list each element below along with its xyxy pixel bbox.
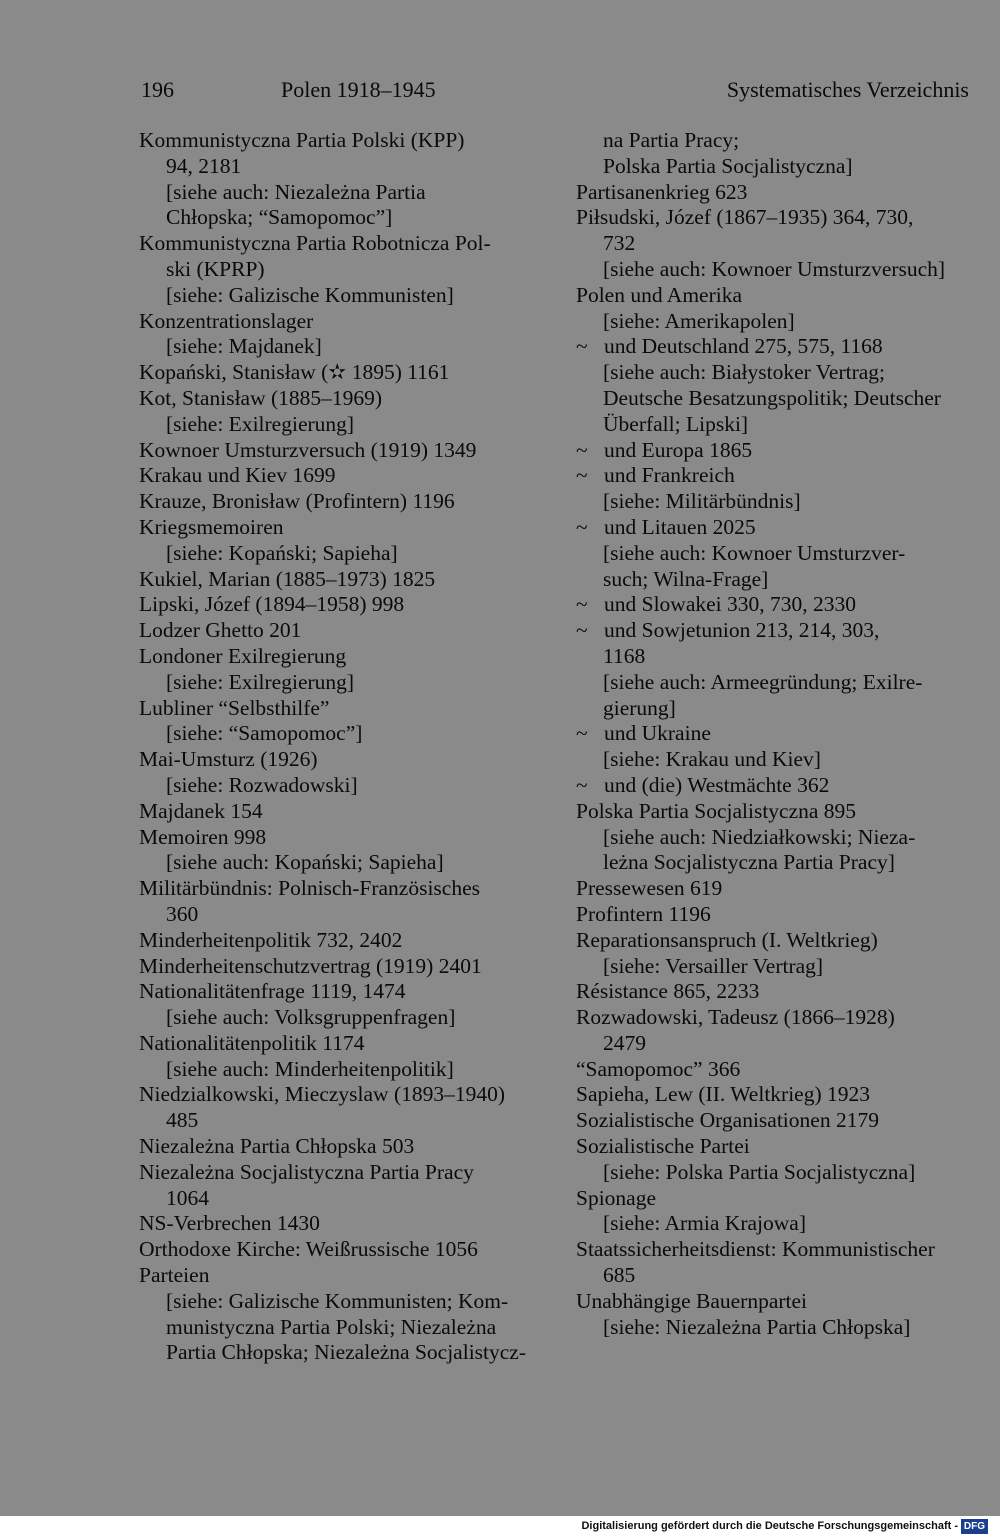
index-subentry <box>139 154 559 180</box>
entry-text: [siehe: Galizische Kommunisten] <box>166 282 454 307</box>
entry-text: [siehe auch: Kownoer Umsturzversuch] <box>603 256 946 281</box>
index-subentry <box>139 1108 559 1134</box>
index-subentry <box>139 1289 559 1315</box>
index-subentry <box>576 954 976 980</box>
entry-text: ski (KPRP) <box>166 256 265 281</box>
entry-text: Sozialistische Partei <box>576 1134 750 1159</box>
entry-text: [siehe: Niezależna Partia Chłopska] <box>603 1314 911 1339</box>
index-entry <box>576 334 976 360</box>
index-entry <box>576 799 976 825</box>
index-entry <box>139 1160 559 1186</box>
entry-text: [siehe: “Samopomoc”] <box>166 721 363 746</box>
entry-text: Sozialistische Organisationen 2179 <box>576 1108 879 1133</box>
index-entry <box>576 1237 976 1263</box>
entry-text: Partisanenkrieg 623 <box>576 179 748 204</box>
index-subentry <box>139 1315 559 1341</box>
index-entry <box>139 1237 559 1263</box>
entry-text: “Samopomoc” 366 <box>576 1056 741 1081</box>
index-entry <box>576 180 976 206</box>
index-subentry <box>139 1340 559 1366</box>
entry-text: 732 <box>603 231 636 256</box>
index-column-left <box>139 128 559 1366</box>
entry-text: und (die) Westmächte 362 <box>604 772 830 797</box>
index-subentry <box>576 850 976 876</box>
entry-text: Nationalitätenfrage 1119, 1474 <box>139 979 406 1004</box>
entry-text: Reparationsanspruch (I. Weltkrieg) <box>576 927 878 952</box>
entry-text: Profintern 1196 <box>576 901 711 926</box>
entry-text: und Ukraine <box>604 721 711 746</box>
index-entry <box>139 825 559 851</box>
entry-text: [siehe auch: Niezależna Partia <box>166 179 426 204</box>
entry-text: [siehe auch: Niedziałkowski; Nieza- <box>603 824 916 849</box>
index-entry <box>576 773 976 799</box>
entry-text: munistyczna Partia Polski; Niezależna <box>166 1314 497 1339</box>
index-entry <box>139 644 559 670</box>
index-entry <box>576 1057 976 1083</box>
index-subentry <box>576 670 976 696</box>
index-entry <box>139 360 559 386</box>
entry-text: [siehe: Militärbündnis] <box>603 489 801 514</box>
index-entry <box>139 1211 559 1237</box>
index-entry <box>139 954 559 980</box>
repeat-tilde: ~ <box>576 592 588 617</box>
entry-text: Kukiel, Marian (1885–1973) 1825 <box>139 566 436 591</box>
entry-text: Lubliner “Selbsthilfe” <box>139 695 330 720</box>
index-entry <box>139 979 559 1005</box>
entry-text: [siehe: Exilregierung] <box>166 411 355 436</box>
index-subentry <box>139 721 559 747</box>
entry-text: [siehe auch: Armeegründung; Exilre- <box>603 669 923 694</box>
index-subentry <box>576 1263 976 1289</box>
footer-bar <box>0 1516 1000 1538</box>
entry-text: Staatssicherheitsdienst: Kommunistischer <box>576 1237 935 1262</box>
index-column-right <box>576 128 976 1340</box>
entry-text: Nationalitätenpolitik 1174 <box>139 1030 365 1055</box>
entry-text: Chłopska; “Samopomoc”] <box>166 205 393 230</box>
repeat-tilde: ~ <box>576 772 588 797</box>
entry-text: Pressewesen 619 <box>576 876 723 901</box>
index-subentry <box>139 257 559 283</box>
index-subentry <box>139 850 559 876</box>
index-entry <box>139 309 559 335</box>
index-subentry <box>139 334 559 360</box>
entry-text: und Europa 1865 <box>604 437 753 462</box>
entry-text: [siehe: Armia Krajowa] <box>603 1211 806 1236</box>
entry-text: und Deutschland 275, 575, 1168 <box>604 334 883 359</box>
index-entry <box>576 928 976 954</box>
entry-text: Lipski, Józef (1894–1958) 998 <box>139 592 405 617</box>
entry-text: Kownoer Umsturzversuch (1919) 1349 <box>139 437 477 462</box>
entry-text: Majdanek 154 <box>139 798 263 823</box>
entry-text: [siehe: Rozwadowski] <box>166 772 358 797</box>
entry-text: [siehe: Kopański; Sapieha] <box>166 540 398 565</box>
section-title: Systematisches Verzeichnis <box>726 77 969 102</box>
index-entry <box>139 876 559 902</box>
index-entry <box>576 515 976 541</box>
index-entry <box>139 928 559 954</box>
index-entry <box>139 696 559 722</box>
index-entry <box>139 438 559 464</box>
entry-text: na Partia Pracy; <box>603 128 740 152</box>
entry-text: such; Wilna-Frage] <box>603 566 769 591</box>
entry-text: [siehe: Galizische Kommunisten; Kom- <box>166 1288 509 1313</box>
index-subentry <box>576 1160 976 1186</box>
entry-text: 485 <box>166 1108 199 1133</box>
entry-text: gierung] <box>603 695 676 720</box>
index-subentry <box>139 205 559 231</box>
entry-text: Rozwadowski, Tadeusz (1866–1928) <box>576 1005 895 1030</box>
entry-text: Deutsche Besatzungspolitik; Deutscher <box>603 385 941 410</box>
entry-text: Mai-Umsturz (1926) <box>139 747 318 772</box>
index-entry <box>576 1186 976 1212</box>
index-entry <box>576 721 976 747</box>
repeat-tilde: ~ <box>576 437 588 462</box>
entry-text: [siehe auch: Volksgruppenfragen] <box>166 1005 456 1030</box>
index-entry <box>139 1263 559 1289</box>
repeat-tilde: ~ <box>576 721 588 746</box>
index-subentry <box>139 670 559 696</box>
index-entry <box>139 799 559 825</box>
index-subentry <box>576 696 976 722</box>
index-subentry <box>576 644 976 670</box>
entry-text: Niezależna Socjalistyczna Partia Pracy <box>139 1159 474 1184</box>
entry-text: und Slowakei 330, 730, 2330 <box>604 592 857 617</box>
index-entry <box>576 1005 976 1031</box>
entry-text: 360 <box>166 901 199 926</box>
entry-text: [siehe auch: Minderheitenpolitik] <box>166 1056 454 1081</box>
index-entry <box>576 1289 976 1315</box>
index-entry <box>576 876 976 902</box>
entry-text: und Sowjetunion 213, 214, 303, <box>604 618 880 643</box>
index-entry <box>139 592 559 618</box>
index-entry <box>139 515 559 541</box>
index-entry <box>576 1134 976 1160</box>
index-subentry <box>576 360 976 386</box>
index-subentry <box>576 489 976 515</box>
index-entry <box>576 618 976 644</box>
index-entry <box>576 902 976 928</box>
index-entry <box>576 1108 976 1134</box>
entry-text: 1168 <box>603 643 646 668</box>
index-subentry <box>576 128 976 154</box>
entry-text: [siehe: Amerikapolen] <box>603 308 795 333</box>
entry-text: 2479 <box>603 1030 646 1055</box>
entry-text: [siehe: Exilregierung] <box>166 669 355 694</box>
entry-text: [siehe: Krakau und Kiev] <box>603 747 821 772</box>
index-subentry <box>576 1031 976 1057</box>
index-subentry <box>576 386 976 412</box>
index-entry <box>139 618 559 644</box>
index-entry <box>576 205 976 231</box>
index-entry <box>576 463 976 489</box>
index-entry <box>576 283 976 309</box>
entry-text: 94, 2181 <box>166 153 242 178</box>
index-subentry <box>139 412 559 438</box>
index-subentry <box>576 257 976 283</box>
entry-text: Kopański, Stanisław (✫ 1895) 1161 <box>139 360 450 385</box>
index-subentry <box>139 1005 559 1031</box>
entry-text: 685 <box>603 1263 636 1288</box>
entry-text: Memoiren 998 <box>139 824 267 849</box>
index-subentry <box>139 283 559 309</box>
entry-text: Polska Partia Socjalistyczna 895 <box>576 798 857 823</box>
index-subentry <box>576 1211 976 1237</box>
index-subentry <box>139 902 559 928</box>
entry-text: [siehe auch: Białystoker Vertrag; <box>603 360 885 385</box>
index-subentry <box>576 541 976 567</box>
index-entry <box>139 386 559 412</box>
entry-text: Partia Chłopska; Niezależna Socjalistycz- <box>166 1340 526 1365</box>
index-subentry <box>576 309 976 335</box>
entry-text: Konzentrationslager <box>139 308 314 333</box>
entry-text: Parteien <box>139 1263 210 1288</box>
dfg-logo: DFG <box>961 1519 988 1534</box>
entry-text: [siehe: Versailler Vertrag] <box>603 953 824 978</box>
index-subentry <box>576 567 976 593</box>
entry-text: Londoner Exilregierung <box>139 643 347 668</box>
repeat-tilde: ~ <box>576 463 588 488</box>
entry-text: Résistance 865, 2233 <box>576 979 760 1004</box>
index-entry <box>576 592 976 618</box>
entry-text: Kriegsmemoiren <box>139 514 284 539</box>
entry-text: [siehe: Polska Partia Socjalistyczna] <box>603 1159 916 1184</box>
entry-text: 1064 <box>166 1185 209 1210</box>
entry-text: und Frankreich <box>604 463 735 488</box>
index-subentry <box>139 773 559 799</box>
repeat-tilde: ~ <box>576 618 588 643</box>
page-number: 196 <box>141 77 174 102</box>
entry-text: Niedzialkowski, Mieczyslaw (1893–1940) <box>139 1082 506 1107</box>
running-header <box>141 74 969 106</box>
funding-note: Digitalisierung gefördert durch die Deutsche Forschungsgemeinschaft - <box>581 1520 958 1532</box>
entry-text: Lodzer Ghetto 201 <box>139 618 302 643</box>
index-subentry <box>576 412 976 438</box>
index-entry <box>139 231 559 257</box>
repeat-tilde: ~ <box>576 334 588 359</box>
index-entry <box>576 979 976 1005</box>
entry-text: Minderheitenpolitik 732, 2402 <box>139 927 403 952</box>
index-subentry <box>576 825 976 851</box>
entry-text: Kommunistyczna Partia Polski (KPP) <box>139 128 465 152</box>
index-entry <box>139 1082 559 1108</box>
index-subentry <box>139 1186 559 1212</box>
entry-text: Spionage <box>576 1185 657 1210</box>
entry-text: NS-Verbrechen 1430 <box>139 1211 320 1236</box>
entry-text: Unabhängige Bauernpartei <box>576 1288 808 1313</box>
entry-text: Piłsudski, Józef (1867–1935) 364, 730, <box>576 205 914 230</box>
index-entry <box>139 128 559 154</box>
index-entry <box>139 1134 559 1160</box>
entry-text: Orthodoxe Kirche: Weißrussische 1056 <box>139 1237 478 1262</box>
index-subentry <box>576 231 976 257</box>
index-subentry <box>139 541 559 567</box>
running-title: Polen 1918–1945 <box>281 77 436 102</box>
entry-text: Krakau und Kiev 1699 <box>139 463 336 488</box>
index-entry <box>576 1082 976 1108</box>
index-subentry <box>139 1057 559 1083</box>
entry-text: und Litauen 2025 <box>604 514 756 539</box>
entry-text: Krauze, Bronisław (Profintern) 1196 <box>139 489 455 514</box>
index-subentry <box>576 1315 976 1341</box>
index-subentry <box>576 747 976 773</box>
entry-text: Kot, Stanisław (1885–1969) <box>139 385 383 410</box>
entry-text: [siehe: Majdanek] <box>166 334 322 359</box>
entry-text: Polen und Amerika <box>576 282 743 307</box>
entry-text: Militärbündnis: Polnisch-Französisches <box>139 876 480 901</box>
entry-text: Minderheitenschutzvertrag (1919) 2401 <box>139 953 482 978</box>
repeat-tilde: ~ <box>576 514 588 539</box>
entry-text: [siehe auch: Kopański; Sapieha] <box>166 850 444 875</box>
index-entry <box>576 438 976 464</box>
index-entry <box>139 463 559 489</box>
index-entry <box>139 567 559 593</box>
index-entry <box>139 1031 559 1057</box>
entry-text: Kommunistyczna Partia Robotnicza Pol- <box>139 231 491 256</box>
index-entry <box>139 747 559 773</box>
entry-text: Sapieha, Lew (II. Weltkrieg) 1923 <box>576 1082 870 1107</box>
index-subentry <box>139 180 559 206</box>
entry-text: Niezależna Partia Chłopska 503 <box>139 1134 415 1159</box>
entry-text: Überfall; Lipski] <box>603 411 749 436</box>
index-subentry <box>576 154 976 180</box>
entry-text: Polska Partia Socjalistyczna] <box>603 153 853 178</box>
entry-text: [siehe auch: Kownoer Umsturzver- <box>603 540 906 565</box>
index-entry <box>139 489 559 515</box>
entry-text: leżna Socjalistyczna Partia Pracy] <box>603 850 895 875</box>
